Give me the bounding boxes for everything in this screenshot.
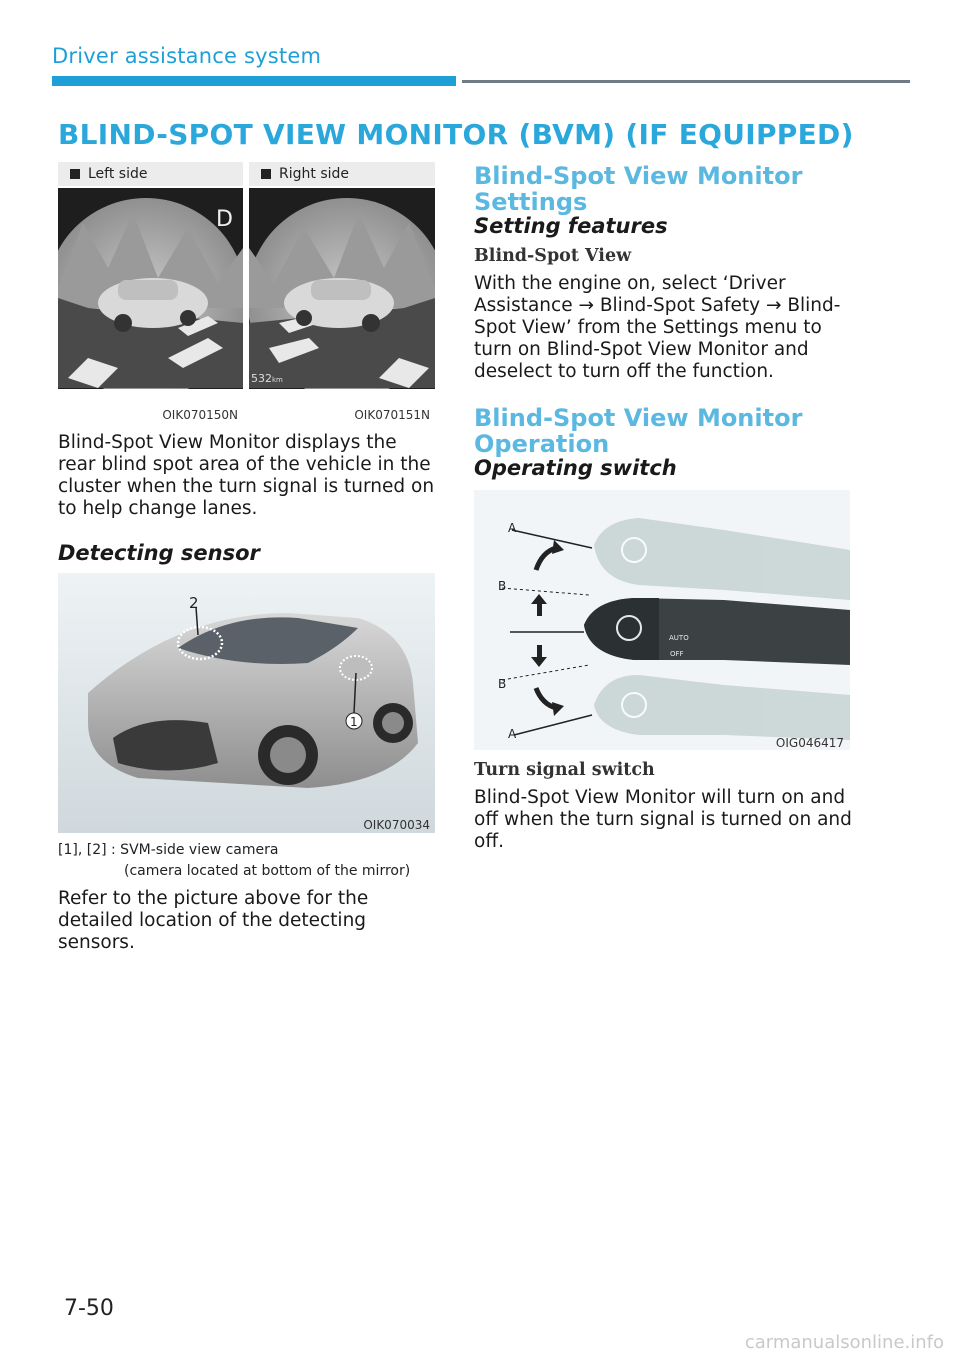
square-bullet-icon <box>261 169 271 179</box>
figure-code-sensor: OIK070034 <box>363 818 430 832</box>
turn-signal-text: Blind-Spot View Monitor will turn on and off when the turn signal is turned on and off. <box>474 787 852 852</box>
switch-label-a-bottom: A <box>508 727 517 741</box>
sensor-caption-line-2: (camera located at bottom of the mirror) <box>124 863 411 879</box>
operating-switch-figure <box>474 490 850 750</box>
operation-heading: Blind-Spot View Monitor Operation <box>474 404 803 458</box>
figure-code-right: OIK070151N <box>354 408 430 422</box>
detecting-sensor-figure <box>58 573 435 833</box>
bvm-left-side-illustration <box>58 188 243 389</box>
sensor-caption-line-1: [1], [2] : SVM-side view camera <box>58 842 279 858</box>
sensor-location-illustration <box>58 573 435 833</box>
page-number: 7-50 <box>64 1296 114 1321</box>
chapter-title: Driver assistance system <box>52 44 322 68</box>
settings-heading: Blind-Spot View Monitor Settings <box>474 162 803 216</box>
left-side-label: Left side <box>58 162 243 186</box>
bvm-left-side-figure <box>58 188 243 389</box>
turn-signal-heading: Turn signal switch <box>474 760 655 780</box>
detecting-sensor-heading: Detecting sensor <box>58 541 260 565</box>
figure-code-left: OIK070150N <box>162 408 238 422</box>
switch-label-b-bottom: B <box>498 677 507 691</box>
sensor-callout-2: 2 <box>189 594 199 612</box>
refer-text: Refer to the picture above for the detailed location of the detecting sensors. <box>58 888 369 953</box>
bvm-right-side-illustration <box>249 188 435 389</box>
section-title: BLIND-SPOT VIEW MONITOR (BVM) (IF EQUIPPED) <box>58 118 854 151</box>
watermark: carmanualsonline.info <box>744 1332 944 1353</box>
switch-label-a-top: A <box>508 521 517 535</box>
turn-signal-lever-illustration <box>474 490 850 750</box>
right-side-label: Right side <box>249 162 435 186</box>
switch-auto-label: AUTO <box>669 634 689 642</box>
operating-switch-heading: Operating switch <box>474 456 677 480</box>
setting-features-heading: Setting features <box>474 214 668 238</box>
header-accent-bar <box>52 76 456 86</box>
cluster-odometer: 532km <box>251 372 283 385</box>
blind-spot-view-heading: Blind-Spot View <box>474 246 632 266</box>
switch-off-label: OFF <box>670 650 684 658</box>
settings-text: With the engine on, select ‘Driver Assistance → Blind-Spot Safety → Blind-Spot View’ from the Settings menu to turn on Blind-Spot View Monitor and deselect to turn off the function. <box>474 273 841 382</box>
cluster-gear-indicator: D <box>216 207 233 232</box>
switch-label-b-top: B <box>498 579 507 593</box>
figure-code-switch: OIG046417 <box>775 736 844 750</box>
bvm-right-side-figure <box>249 188 435 389</box>
sensor-callout-1: 1 <box>350 715 358 729</box>
header-divider <box>462 80 910 83</box>
square-bullet-icon <box>70 169 80 179</box>
bvm-intro-text: Blind-Spot View Monitor displays the rear blind spot area of the vehicle in the cluster when the turn signal is turned on to help change lanes. <box>58 432 435 519</box>
